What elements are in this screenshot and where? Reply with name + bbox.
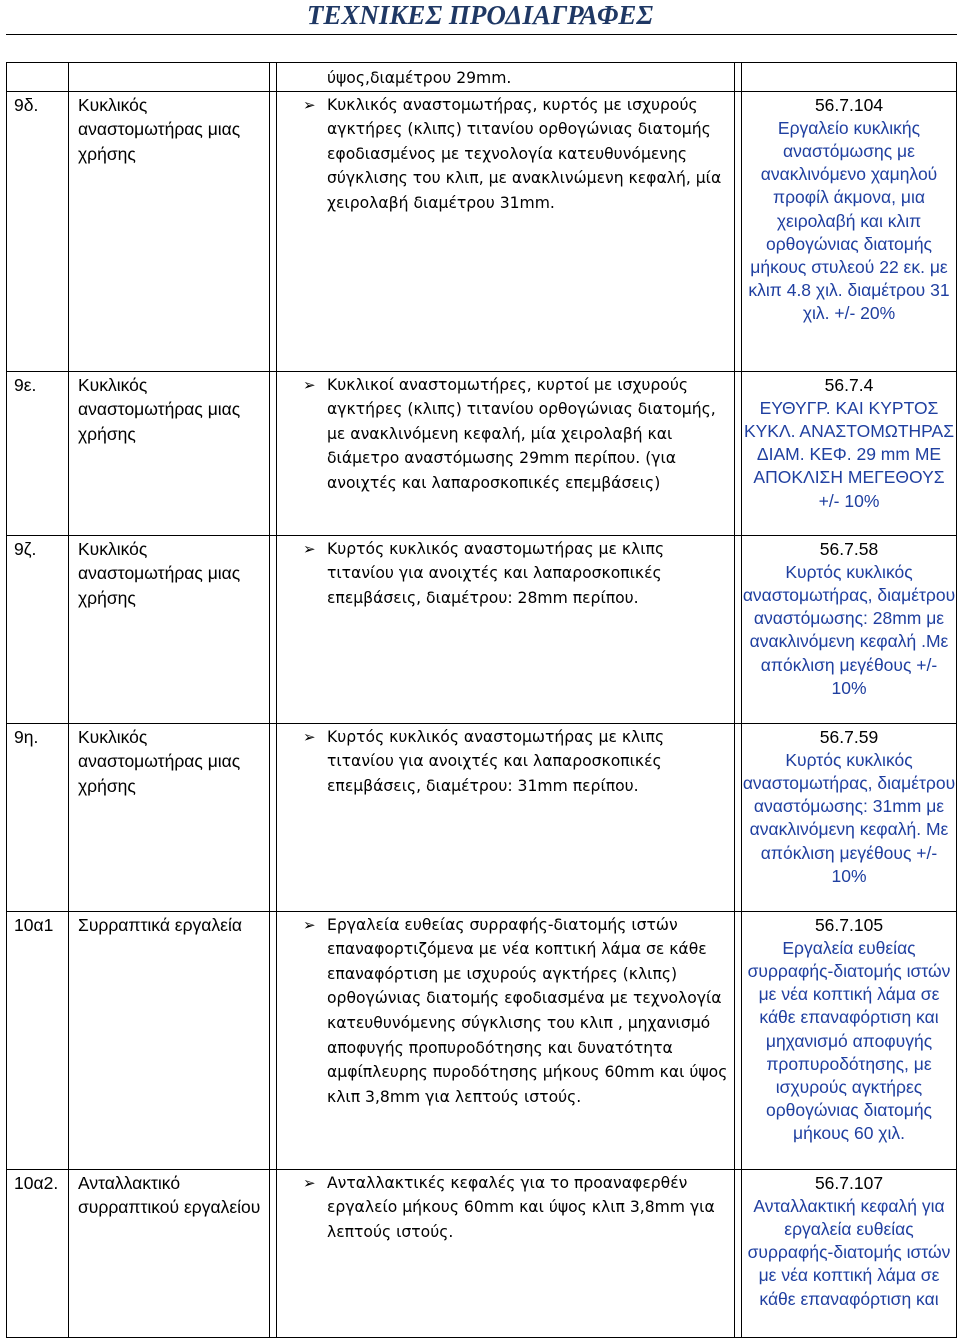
code-id: 56.7.58 — [819, 538, 879, 559]
row-number: 10α2. — [7, 1169, 69, 1337]
table-row — [7, 371, 957, 535]
item-description — [277, 911, 735, 1169]
cell-empty — [742, 63, 957, 92]
item-description — [277, 535, 735, 723]
continuation-text — [277, 63, 735, 92]
cell-empty — [270, 1169, 277, 1337]
item-name: Συρραπτικά εργαλεία — [69, 911, 270, 1169]
cell-empty — [7, 63, 69, 92]
code-text: Ανταλλακτική κεφαλή για εργαλεία ευθείας συρραφής-διατομής ιστών με νέα κοπτική λάμα σε κάθε επαναφόρτιση και — [747, 1195, 951, 1309]
code-id: 56.7.4 — [824, 374, 874, 395]
arrow-bullet-icon: ➢ — [303, 539, 316, 558]
cell-empty — [270, 535, 277, 723]
cell-empty — [735, 1169, 742, 1337]
code-id: 56.7.105 — [814, 914, 884, 935]
code-id: 56.7.59 — [819, 726, 879, 747]
item-description — [277, 1169, 735, 1337]
cell-empty — [735, 91, 742, 371]
code-id: 56.7.107 — [814, 1172, 884, 1193]
code-text: Εργαλεία ευθείας συρραφής-διατομής ιστών με νέα κοπτική λάμα σε κάθε επαναφόρτιση και μηχανισμό αποφυγής προπυροδότησης, με ισχυρούς αγκτήρες ορθογώνιας διατομής μήκους 60 χιλ. — [747, 937, 951, 1144]
row-number: 9ε. — [7, 371, 69, 535]
item-name: Κυκλικός αναστομωτήρας μιας χρήσης — [69, 535, 270, 723]
table-row — [7, 911, 957, 1169]
arrow-bullet-icon: ➢ — [303, 375, 316, 394]
cell-empty — [270, 371, 277, 535]
row-number: 9η. — [7, 723, 69, 911]
arrow-bullet-icon: ➢ — [303, 727, 316, 746]
description-text: Κυκλικοί αναστομωτήρες, κυρτοί με ισχυρούς αγκτήρες (κλιπς) τιτανίου ορθογώνιας διατομής, με ανακλινόμενη κεφαλή, μία χειρολαβή και διάμετρο αναστόμωσης 29mm περίπου. (για ανοιχτές και λαπαροσκοπικές επεμβάσεις) — [327, 375, 716, 492]
table-row-continuation — [7, 63, 957, 92]
item-name: Κυκλικός αναστομωτήρας μιας χρήσης — [69, 371, 270, 535]
code-text: Κυρτός κυκλικός αναστομωτήρας, διαμέτρου αναστόμωσης: 31mm με ανακλινόμενη κεφαλή. Με απόκλιση μεγέθους +/- 10% — [742, 749, 956, 886]
item-code — [742, 1169, 957, 1337]
description-text: Κυρτός κυκλικός αναστομωτήρας με κλιπς τιτανίου για ανοιχτές και λαπαροσκοπικές επεμβάσεις, διαμέτρου: 28mm περίπου. — [327, 539, 665, 607]
cell-empty — [270, 723, 277, 911]
row-number: 10α1 — [7, 911, 69, 1169]
cell-empty — [270, 63, 277, 92]
code-id: 56.7.104 — [814, 94, 884, 115]
item-name: Κυκλικός αναστομωτήρας μιας χρήσης — [69, 723, 270, 911]
item-code — [742, 535, 957, 723]
item-name: Κυκλικός αναστομωτήρας μιας χρήσης — [69, 91, 270, 371]
description-text: Ανταλλακτικές κεφαλές για το προαναφερθέν εργαλείο μήκους 60mm και ύψος κλιπ 3,8mm για λεπτούς ιστούς. — [327, 1173, 715, 1241]
page-title: ΤΕΧΝΙΚΕΣ ΠΡΟΔΙΑΓΡΑΦΕΣ — [306, 0, 654, 30]
table-row — [7, 91, 957, 371]
arrow-bullet-icon: ➢ — [303, 95, 316, 114]
cell-empty — [735, 535, 742, 723]
cell-empty — [735, 723, 742, 911]
header-rule — [6, 34, 957, 35]
cell-empty — [735, 911, 742, 1169]
spec-table — [6, 62, 957, 1338]
table-row — [7, 1169, 957, 1337]
description-text: Κυκλικός αναστομωτήρας, κυρτός με ισχυρούς αγκτήρες (κλιπς) τιτανίου ορθογώνιας διατομής εφοδιασμένος με τεχνολογία κατευθυνόμενης σύγκλισης του κλιπ, με ανακλινώμενη κεφαλή, μία χειρολαβή διαμέτρου 31mm. — [327, 95, 722, 212]
item-description — [277, 371, 735, 535]
cell-empty — [735, 371, 742, 535]
continuation-line: ύψος,διαμέτρου 29mm. — [327, 69, 512, 87]
item-description — [277, 723, 735, 911]
cell-empty — [69, 63, 270, 92]
item-code — [742, 723, 957, 911]
table-row — [7, 723, 957, 911]
item-code — [742, 91, 957, 371]
item-code — [742, 911, 957, 1169]
arrow-bullet-icon: ➢ — [303, 915, 316, 934]
code-text: ΕΥΘΥΓΡ. ΚΑΙ ΚΥΡΤΟΣ ΚΥΚΛ. ΑΝΑΣΤΟΜΩΤΗΡΑΣ ΔΙΑΜ. ΚΕΦ. 29 mm ΜΕ ΑΠΟΚΛΙΣΗ ΜΕΓΕΘΟΥΣ +/- 10% — [743, 397, 955, 511]
item-code — [742, 371, 957, 535]
description-text: Κυρτός κυκλικός αναστομωτήρας με κλιπς τιτανίου για ανοιχτές και λαπαροσκοπικές επεμβάσεις, διαμέτρου: 31mm περίπου. — [327, 727, 665, 795]
cell-empty — [270, 91, 277, 371]
arrow-bullet-icon: ➢ — [303, 1173, 316, 1192]
description-text: Εργαλεία ευθείας συρραφής-διατομής ιστών επαναφορτιζόμενα με νέα κοπτική λάμα σε κάθε επαναφόρτιση με ισχυρούς αγκτήρες (κλιπς) ορθογώνιας διατομής εφοδιασμένα με τεχνολογία κατευθυνόμενης σύγκλισης του κλιπ , μηχανισμό αποφυγής προπυροδότησης και δυνατότητα αμφίπλευρης πυροδότησης μήκους 60mm και ύψος κλιπ 3,8mm για λεπτούς ιστούς. — [327, 915, 728, 1106]
cell-empty — [270, 911, 277, 1169]
table-row — [7, 535, 957, 723]
cell-empty — [735, 63, 742, 92]
code-text: Κυρτός κυκλικός αναστομωτήρας, διαμέτρου αναστόμωσης: 28mm με ανακλινόμενη κεφαλή .Με απόκλιση μεγέθους +/- 10% — [742, 561, 956, 698]
item-name: Ανταλλακτικό συρραπτικού εργαλείου — [69, 1169, 270, 1337]
row-number: 9ζ. — [7, 535, 69, 723]
item-description — [277, 91, 735, 371]
row-number: 9δ. — [7, 91, 69, 371]
code-text: Εργαλείο κυκλικής αναστόμωσης με ανακλινόμενο χαμηλού προφίλ άκμονα, μια χειρολαβή και κλιπ ορθογώνιας διατομής μήκους στυλεού 22 εκ. με κλιπ 4.8 χιλ. διαμέτρου 31 χιλ. +/- 20% — [748, 117, 950, 324]
